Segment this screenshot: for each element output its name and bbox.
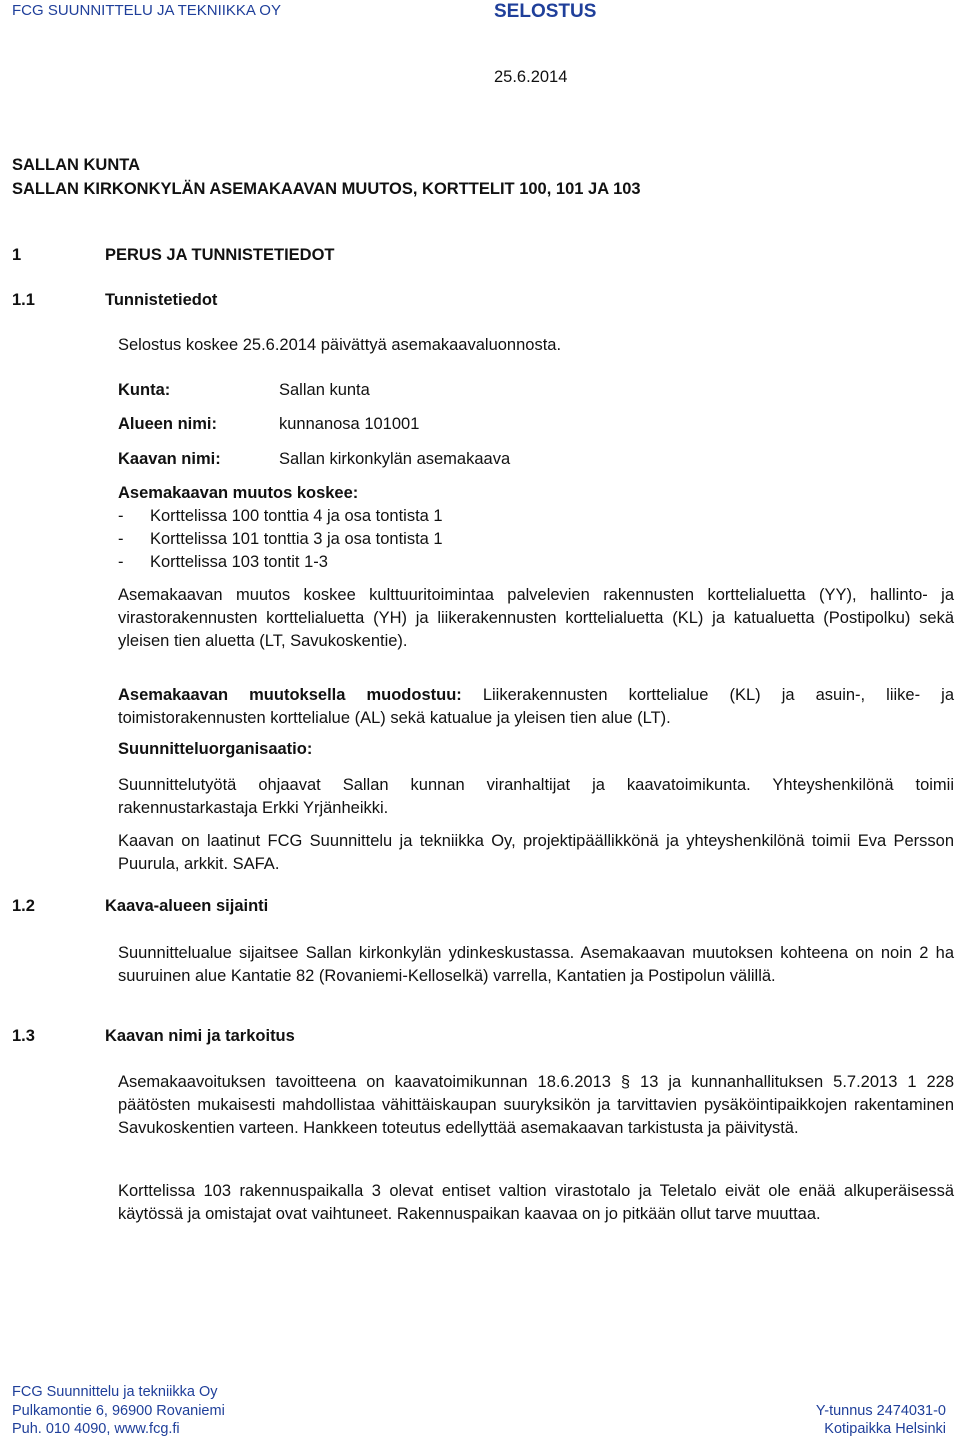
title-plan-name: SALLAN KIRKONKYLÄN ASEMAKAAVAN MUUTOS, KORTTELIT 100, 101 JA 103 [12, 180, 641, 198]
purpose-paragraph-1: Asemakaavoituksen tavoitteena on kaavatoimikunnan 18.6.2013 § 13 ja kunnanhallituksen 5.7.2013 1 228 päätösten mukaisesti mahdollistaa vähittäiskaupan suuryksikön ja tarvittavien pysäköintipaikkojen rakentaminen Savukoskentien varteen. Hankkeen toteutus edellyttää asemakaavan tarkistusta ja päivitystä. [118, 1073, 954, 1137]
field-label-plan: Kaavan nimi: [118, 450, 221, 468]
document-type: SELOSTUS [494, 1, 597, 22]
field-label-area: Alueen nimi: [118, 415, 218, 433]
footer-contact: Puh. 010 4090, www.fcg.fi [12, 1421, 180, 1437]
formed-text: Liikerakennusten korttelialue (KL) ja asuin-, liike- ja toimistorakennusten korttelialue (AL) sekä katualue ja yleisen tien alue (LT). [118, 686, 954, 727]
section-1-2-heading: Kaava-alueen sijainti [105, 897, 269, 915]
section-1-3-heading: Kaavan nimi ja tarkoitus [105, 1027, 295, 1045]
field-value-area: kunnanosa 101001 [279, 415, 420, 433]
location-paragraph: Suunnittelualue sijaitsee Sallan kirkonkylän ydinkeskustassa. Asemakaavan muutoksen kohteena on noin 2 ha suuruinen alue Kantatie 82 (Rovaniemi-Kelloselkä) varrella, Kantatien ja Postipolun välillä. [118, 944, 954, 985]
field-label-municipality: Kunta: [118, 381, 171, 399]
author-paragraph: Kaavan on laatinut FCG Suunnittelu ja tekniikka Oy, projektipäällikkönä ja yhteyshenkilönä toimii Eva Persson Puurula, arkkit. SAFA. [118, 832, 954, 873]
formed-paragraph [118, 684, 954, 730]
change-label: Asemakaavan muutos koskee: [118, 484, 359, 502]
section-1-1-number: 1.1 [12, 291, 35, 309]
title-municipality: SALLAN KUNTA [12, 156, 141, 174]
field-value-municipality: Sallan kunta [279, 381, 370, 399]
list-item-text: Korttelissa 101 tonttia 3 ja osa tontista 1 [150, 530, 443, 548]
section-1-3-number: 1.3 [12, 1027, 35, 1045]
list-item: - Korttelissa 103 tontit 1-3 [118, 553, 328, 571]
list-item: - Korttelissa 100 tonttia 4 ja osa tontista 1 [118, 507, 443, 525]
document-date: 25.6.2014 [494, 68, 568, 86]
footer-company: FCG Suunnittelu ja tekniikka Oy [12, 1384, 218, 1400]
purpose-paragraph-2: Korttelissa 103 rakennuspaikalla 3 olevat entiset valtion virastotalo ja Teletalo eivät ole enää alkuperäisessä käytössä ja omistajat ovat vaihtuneet. Rakennuspaikan kaavaa on jo pitkään ollut tarve muuttaa. [118, 1182, 954, 1223]
field-value-plan: Sallan kirkonkylän asemakaava [279, 450, 511, 468]
section-1-2-number: 1.2 [12, 897, 35, 915]
company-header: FCG SUUNNITTELU JA TEKNIIKKA OY [12, 2, 281, 19]
footer-address: Pulkamontie 6, 96900 Rovaniemi [12, 1403, 225, 1419]
org-paragraph: Suunnittelutyötä ohjaavat Sallan kunnan viranhaltijat ja kaavatoimikunta. Yhteyshenkilönä toimii rakennustarkastaja Erkki Yrjänheikki. [118, 776, 954, 817]
formed-label: Asemakaavan muutoksella muodostuu: [118, 686, 462, 704]
list-item: - Korttelissa 101 tonttia 3 ja osa tontista 1 [118, 530, 443, 548]
footer-business-id: Y-tunnus 2474031-0 [815, 1403, 946, 1419]
intro-text: Selostus koskee 25.6.2014 päivättyä asemakaavaluonnosta. [118, 336, 562, 354]
change-paragraph: Asemakaavan muutos koskee kulttuuritoimintaa palvelevien rakennusten korttelialuetta (YY), hallinto- ja virastorakennusten korttelialuetta (YH) ja liikerakennusten korttelialuetta (KL) ja katualuetta (Postipolku) sekä yleisen tien aluetta (LT, Savukoskentie). [118, 586, 954, 650]
section-1-1-heading: Tunnistetiedot [105, 291, 218, 309]
list-item-text: Korttelissa 103 tontit 1-3 [150, 553, 328, 571]
org-label: Suunnitteluorganisaatio: [118, 740, 313, 758]
section-1-heading: PERUS JA TUNNISTETIEDOT [105, 246, 335, 264]
footer-domicile: Kotipaikka Helsinki [824, 1421, 946, 1437]
section-1-number: 1 [12, 246, 22, 264]
list-item-text: Korttelissa 100 tonttia 4 ja osa tontista 1 [150, 507, 443, 525]
